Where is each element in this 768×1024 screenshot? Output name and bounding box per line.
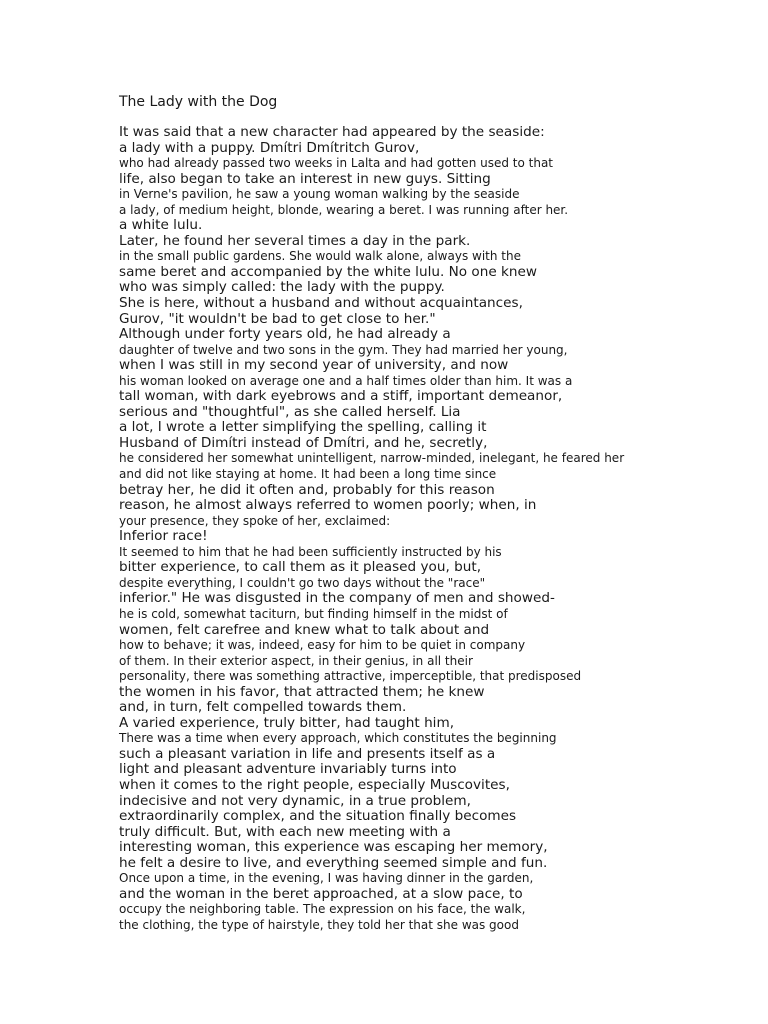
text-line: tall woman, with dark eyebrows and a stiff, important demeanor, [119, 388, 563, 405]
text-line: It was said that a new character had appeared by the seaside: [119, 124, 545, 140]
text-line: bitter experience, to call them as it pleased you, but, [119, 559, 482, 576]
text-line: She is here, without a husband and without acquaintances, [119, 295, 523, 312]
text-line: personality, there was something attractive, imperceptible, that predisposed [119, 669, 582, 684]
text-line: a lot, I wrote a letter simplifying the spelling, calling it [119, 419, 487, 436]
text-line: he considered her somewhat unintelligent, narrow-minded, inelegant, he feared her [119, 451, 625, 466]
text-line: Once upon a time, in the evening, I was having dinner in the garden, [119, 871, 534, 886]
text-line: daughter of twelve and two sons in the gym. They had married her young, [119, 342, 568, 357]
text-line: your presence, they spoke of her, exclaimed: [119, 513, 391, 528]
text-line: and did not like staying at home. It had been a long time since [119, 467, 497, 482]
document-title: The Lady with the Dog [119, 94, 278, 110]
text-line: in Verne's pavilion, he saw a young woman walking by the seaside [119, 187, 520, 202]
text-line: inferior." He was disgusted in the company of men and showed- [119, 590, 555, 607]
text-line: Inferior race! [119, 528, 208, 545]
text-line: he is cold, somewhat taciturn, but finding himself in the midst of [119, 606, 508, 621]
text-line: despite everything, I couldn't go two days without the "race" [119, 575, 486, 590]
text-line: There was a time when every approach, which constitutes the beginning [119, 731, 557, 746]
text-line: Although under forty years old, he had already a [119, 326, 451, 343]
text-line: extraordinarily complex, and the situation finally becomes [119, 808, 517, 825]
text-line: interesting woman, this experience was escaping her memory, [119, 839, 548, 856]
text-line: light and pleasant adventure invariably turns into [119, 761, 457, 778]
text-line: his woman looked on average one and a half times older than him. It was a [119, 373, 573, 388]
document-body [119, 125, 719, 933]
text-line: A varied experience, truly bitter, had taught him, [119, 714, 455, 731]
text-line: reason, he almost always referred to women poorly; when, in [119, 497, 537, 514]
text-line: serious and "thoughtful", as she called herself. Lia [119, 403, 461, 420]
text-line: of them. In their exterior aspect, in their genius, in all their [119, 653, 473, 668]
text-line: when I was still in my second year of university, and now [119, 357, 509, 374]
text-line: Husband of Dimítri instead of Dmítri, and he, secretly, [119, 434, 488, 451]
text-line: truly difficult. But, with each new meeting with a [119, 823, 451, 840]
text-line: It seemed to him that he had been sufficiently instructed by his [119, 544, 502, 559]
text-line: and the woman in the beret approached, at a slow pace, to [119, 885, 523, 902]
text-line: how to behave; it was, indeed, easy for him to be quiet in company [119, 638, 526, 653]
text-line: the women in his favor, that attracted them; he knew [119, 683, 485, 700]
text-line: Gurov, "it wouldn't be bad to get close to her." [119, 310, 436, 327]
text-line: life, also began to take an interest in new guys. Sitting [119, 170, 491, 187]
text-line: in the small public gardens. She would walk alone, always with the [119, 249, 521, 264]
text-line: a lady, of medium height, blonde, wearing a beret. I was running after her. [119, 202, 569, 217]
text-line: betray her, he did it often and, probably for this reason [119, 481, 495, 498]
text-line: who was simply called: the lady with the puppy. [119, 279, 445, 296]
text-line: same beret and accompanied by the white lulu. No one knew [119, 263, 538, 280]
text-line: who had already passed two weeks in Lalta and had gotten used to that [119, 156, 554, 171]
text-line: indecisive and not very dynamic, in a true problem, [119, 792, 471, 809]
text-line: a lady with a puppy. Dmítri Dmítritch Gurov, [119, 139, 420, 156]
text-line: occupy the neighboring table. The expression on his face, the walk, [119, 902, 526, 917]
document-page [119, 92, 719, 933]
text-line: a white lulu. [119, 217, 203, 234]
text-line: women, felt carefree and knew what to talk about and [119, 621, 490, 638]
text-line: he felt a desire to live, and everything seemed simple and fun. [119, 854, 548, 871]
text-line: when it comes to the right people, especially Muscovites, [119, 776, 510, 793]
text-line: the clothing, the type of hairstyle, they told her that she was good [119, 917, 519, 932]
text-line: such a pleasant variation in life and presents itself as a [119, 745, 496, 762]
text-line: and, in turn, felt compelled towards them. [119, 699, 407, 716]
text-line: Later, he found her several times a day in the park. [119, 232, 471, 249]
